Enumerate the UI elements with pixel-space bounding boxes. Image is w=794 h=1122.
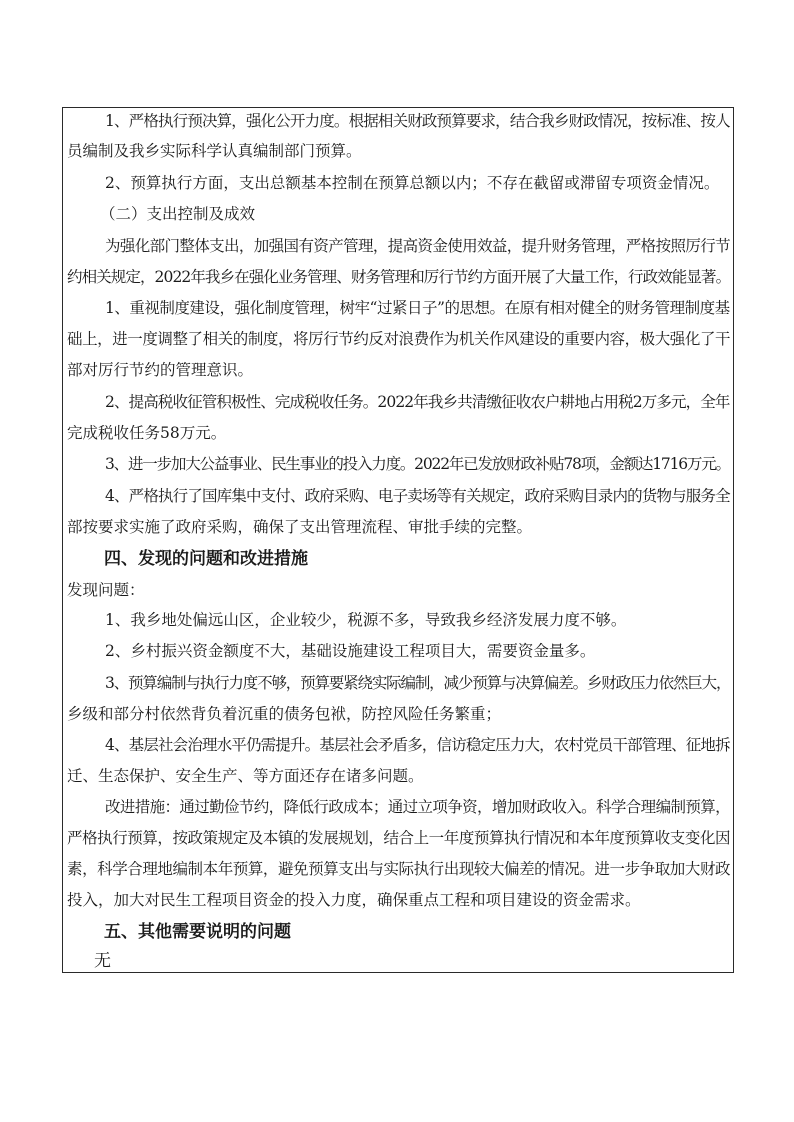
improvement-measures-cont3: 投入，加大对民生工程项目资金的投入力度，确保重点工程和项目建设的资金需求。: [67, 891, 641, 909]
found-problems-label: 发现问题：: [67, 581, 145, 599]
problem-item-3-cont: 乡级和部分村依然背负着沉重的债务包袱，防控风险任务繁重；: [67, 705, 502, 723]
paragraph-system-construction-cont1: 础上，进一度调整了相关的制度，将厉行节约反对浪费作为机关作风建设的重要内容，极大强化了干: [67, 330, 731, 348]
paragraph-budget-execution: 2、预算执行方面，支出总额基本控制在预算总额以内；不存在截留或滞留专项资金情况。: [105, 174, 720, 192]
problem-item-2: 2、乡村振兴资金额度不大，基础设施建设工程项目大，需要资金量多。: [105, 642, 596, 660]
paragraph-treasury-payment-cont: 部按要求实施了政府采购，确保了支出管理流程、审批手续的完整。: [67, 518, 533, 536]
paragraph-budget-disclosure: 1、严格执行预决算，强化公开力度。根据相关财政预算要求，结合我乡财政情况，按标准、按人: [105, 112, 730, 130]
paragraph-budget-disclosure-cont: 员编制及我乡实际科学认真编制部门预算。: [67, 142, 362, 160]
improvement-measures-cont2: 素，科学合理地编制本年预算，避免预算支出与实际执行出现较大偏差的情况。进一步争取加大财政: [67, 860, 731, 878]
improvement-measures-cont1: 严格执行预算，按政策规定及本镇的发展规划，结合上一年度预算执行情况和本年度预算收支变化因: [67, 829, 731, 847]
section-heading-other: 五、其他需要说明的问题: [104, 922, 291, 942]
paragraph-strengthen-expenditure-cont: 约相关规定，2022年我乡在强化业务管理、财务管理和厉行节约方面开展了大量工作，行政效能显著。: [67, 268, 731, 286]
section-heading-problems: 四、发现的问题和改进措施: [104, 549, 308, 569]
paragraph-strengthen-expenditure: 为强化部门整体支出，加强国有资产管理，提高资金使用效益，提升财务管理，严格按照厉行节: [105, 237, 730, 255]
paragraph-tax-collection: 2、提高税收征管积极性、完成税收任务。2022年我乡共清缴征收农户耕地占用税2万多元，全年: [105, 393, 730, 411]
paragraph-system-construction: 1、重视制度建设，强化制度管理，树牢“过紧日子”的思想。在原有相对健全的财务管理制度基: [105, 299, 730, 317]
problem-item-1: 1、我乡地处偏远山区，企业较少，税源不多，导致我乡经济发展力度不够。: [105, 611, 627, 629]
paragraph-tax-collection-cont: 完成税收任务58万元。: [67, 424, 227, 442]
paragraph-public-welfare: 3、进一步加大公益事业、民生事业的投入力度。2022年已发放财政补贴78项，金额达1716万元。: [105, 455, 730, 473]
paragraph-system-construction-cont2: 部对厉行节约的管理意识。: [67, 361, 254, 379]
problem-item-4-cont: 迁、生态保护、安全生产、等方面还存在诸多问题。: [67, 767, 424, 785]
paragraph-treasury-payment: 4、严格执行了国库集中支付、政府采购、电子卖场等有关规定，政府采购目录内的货物与服务全: [105, 487, 730, 505]
problem-item-3: 3、预算编制与执行力度不够，预算要紧绕实际编制，减少预算与决算偏差。乡财政压力依然巨大，: [105, 674, 731, 692]
problem-item-4: 4、基层社会治理水平仍需提升。基层社会矛盾多，信访稳定压力大，农村党员干部管理、征地拆: [105, 736, 730, 754]
improvement-measures: 改进措施：通过勤俭节约，降低行政成本；通过立项争资，增加财政收入。科学合理编制预算，: [105, 798, 730, 816]
other-content: 无: [94, 951, 111, 971]
subheading-expenditure-control: （二）支出控制及成效: [100, 205, 256, 223]
